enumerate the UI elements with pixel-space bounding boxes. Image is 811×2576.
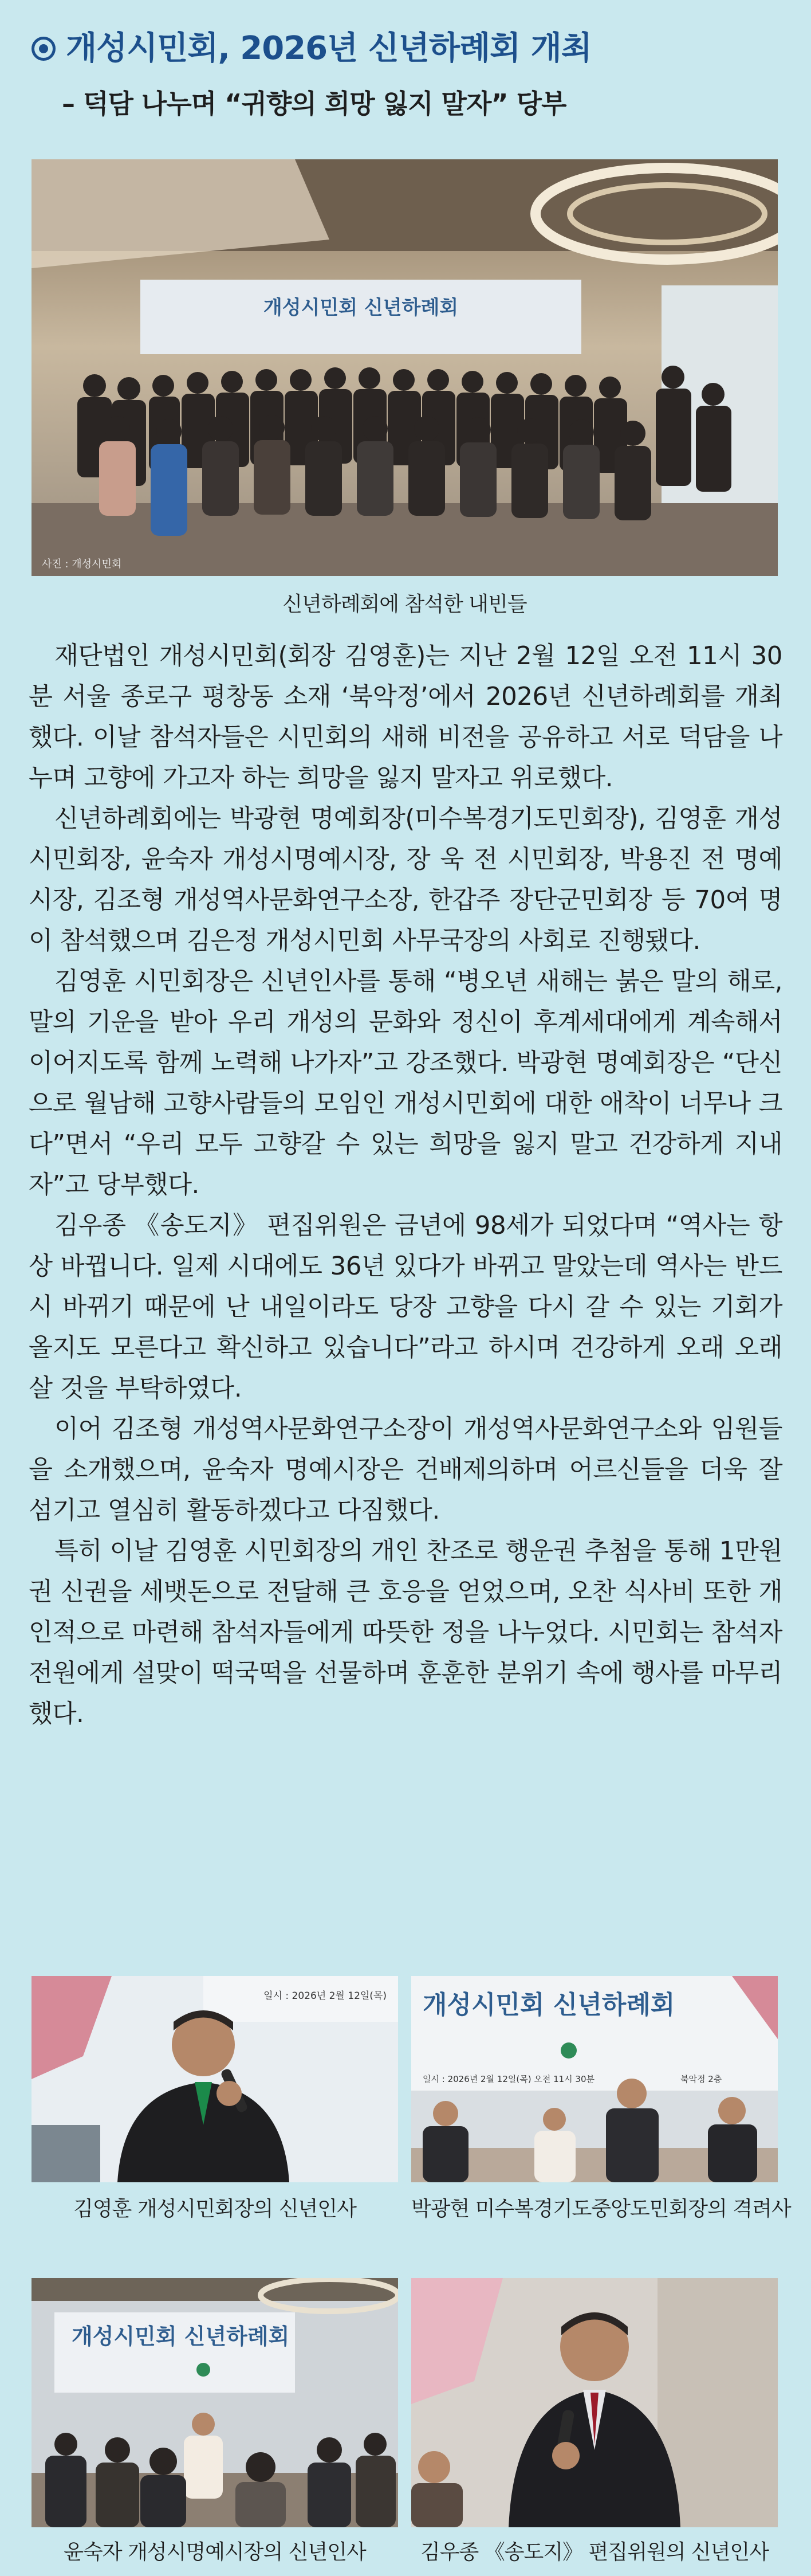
photo-3-banner-text: 개성시민회 신년하례회 xyxy=(72,2324,290,2349)
headline xyxy=(32,23,788,69)
photo-1-banner-date: 일시 : 2026년 2월 12일(목) xyxy=(263,1990,387,2002)
photo-kim-younghoon xyxy=(32,1976,398,2182)
photo-2-banner-place: 북악정 2층 xyxy=(680,2074,722,2084)
main-photo-credit: 사진 : 개성시민회 xyxy=(42,558,122,570)
photo-3-caption: 윤숙자 개성시명예시장의 신년인사 xyxy=(64,2540,366,2564)
paragraph-2: 신년하례회에는 박광현 명예회장(미수복경기도민회장), 김영훈 개성시민회장, 윤숙자 개성시명예시장, 장 욱 전 시민회장, 박용진 전 명예시장, 김조형 개성역사문화연구소장, 한갑주 장단군민회장 등 70여 명이 참석했으며 김은정 개성시민회 사무국장의 사회로 진행됐다. xyxy=(29,805,782,955)
photo-3-illustration xyxy=(32,2278,398,2527)
photo-kim-woojong xyxy=(411,2278,778,2527)
paragraph-4: 김우종 《송도지》 편집위원은 금년에 98세가 되었다며 “역사는 항상 바뀝니다. 일제 시대에도 36년 있다가 바뀌고 말았는데 역사는 반드시 바뀌기 때문에 난 내일이라도 당장 고향을 다시 갈 수 있는 기회가 올지도 모른다고 확신하고 있습니다”라고 하시며 건강하게 오래 오래 살 것을 부탁하였다. xyxy=(29,1211,782,1403)
subheadline: – 덕담 나누며 “귀향의 희망 잃지 말자” 당부 xyxy=(62,88,566,119)
photo-1-caption: 김영훈 개성시민회장의 신년인사 xyxy=(73,2197,356,2221)
headline-text: 개성시민회, 2026년 신년하례회 개최 xyxy=(66,30,592,67)
photo-2-caption: 박광현 미수복경기도중앙도민회장의 격려사 xyxy=(411,2197,791,2221)
main-photo-caption: 신년하례회에 참석한 내빈들 xyxy=(282,593,527,616)
main-photo-banner-text: 개성시민회 신년하례회 xyxy=(263,296,459,319)
paragraph-1: 재단법인 개성시민회(회장 김영훈)는 지난 2월 12일 오전 11시 30분 서울 종로구 평창동 소재 ‘북악정’에서 2026년 신년하례회를 개최했다. 이날 참석자들은 시민회의 새해 비전을 공유하고 서로 덕담을 나누며 고향에 가고자 하는 희망을 잃지 말자고 위로했다. xyxy=(29,642,782,793)
article-body xyxy=(29,636,782,1735)
paragraph-5: 이어 김조형 개성역사문화연구소장이 개성역사문화연구소와 임원들을 소개했으며, 윤숙자 명예시장은 건배제의하며 어르신들을 더욱 잘 섬기고 열심히 활동하겠다고 다짐했다. xyxy=(29,1415,782,1525)
photo-2-banner-date: 일시 : 2026년 2월 12일(목) 오전 11시 30분 xyxy=(423,2074,595,2084)
photo-4-caption: 김우종 《송도지》 편집위원의 신년인사 xyxy=(420,2540,769,2564)
circle-bullet-icon xyxy=(32,37,56,61)
paragraph-3: 김영훈 시민회장은 신년인사를 통해 “병오년 새해는 붉은 말의 해로, 말의 기운을 받아 우리 개성의 문화와 정신이 후계세대에게 계속해서 이어지도록 함께 노력해 나가자”고 강조했다. 박광현 명예회장은 “단신으로 월남해 고향사람들의 모임인 개성시민회에 대한 애착이 너무나 크다”면서 “우리 모두 고향갈 수 있는 희망을 잃지 말고 건강하게 지내자”고 당부했다. xyxy=(29,967,782,1199)
photo-2-banner-text: 개성시민회 신년하례회 xyxy=(423,1990,675,2020)
photo-4-illustration xyxy=(411,2278,778,2527)
group-photo-illustration xyxy=(32,159,778,576)
photo-2-illustration xyxy=(411,1976,778,2182)
paragraph-6: 특히 이날 김영훈 시민회장의 개인 찬조로 행운권 추첨을 통해 1만원권 신권을 세뱃돈으로 전달해 큰 호응을 얻었으며, 오찬 식사비 또한 개인적으로 마련해 참석자들에게 따뜻한 정을 나누었다. 시민회는 참석자 전원에게 설맞이 떡국떡을 선물하며 훈훈한 분위기 속에 행사를 마무리했다. xyxy=(29,1537,782,1728)
photo-yun-sookja xyxy=(32,2278,398,2527)
photo-1-illustration xyxy=(32,1976,398,2182)
main-group-photo xyxy=(32,159,778,576)
photo-park-kwanghyun xyxy=(411,1976,778,2182)
